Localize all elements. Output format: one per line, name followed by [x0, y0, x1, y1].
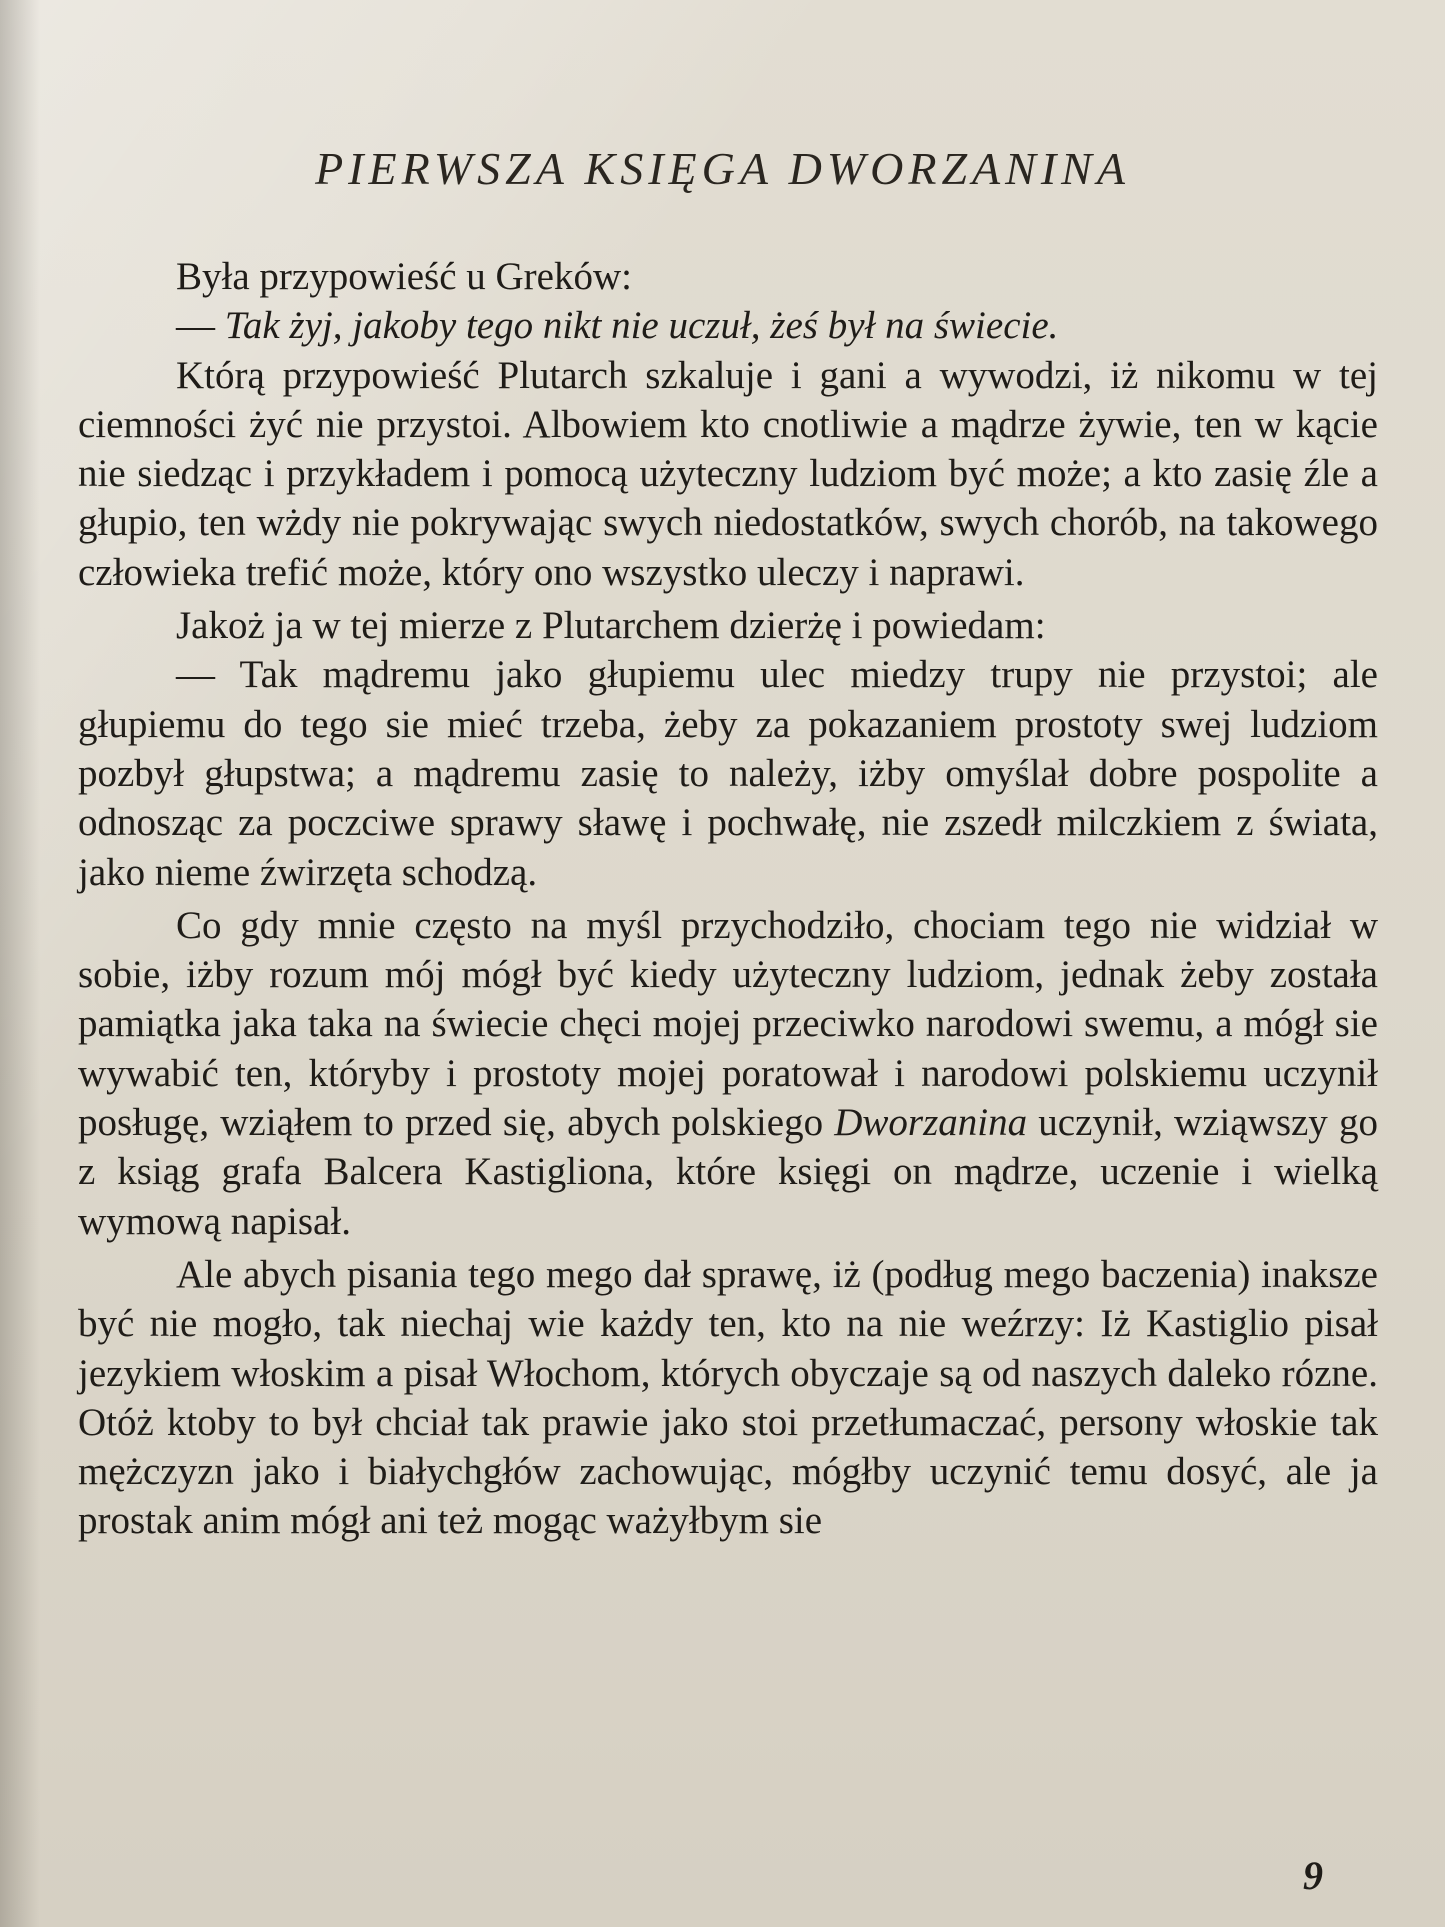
quote-text: Tak żyj, jakoby tego nikt nie uczuł, żeś był na świecie. — [224, 304, 1059, 348]
paragraph-5: — Tak mądremu jako głupiemu ulec miedzy trupy nie przystoi; ale głupiemu do tego sie mieć trzeba, żeby za pokazaniem prostoty swej ludziom pozbył głupstwa; a mądremu zasię to należy, iżby omyślał dobre pospolite a odnosząc za poczciwe sprawy sławę i pochwałę, nie zszedł milczkiem z świata, jako nieme źwirzęta schodzą. — [78, 653, 1378, 894]
page-number: 9 — [1303, 1853, 1323, 1898]
paragraph-7: Ale abych pisania tego mego dał sprawę, iż (podług mego baczenia) inaksze być nie mogło, tak niechaj wie każdy ten, kto na nie weźrzy: Iż Kastiglio pisał jezykiem włoskim a pisał Włochom, których obyczaje są od naszych daleko rózne. Otóż ktoby to był chciał tak prawie jako stoi przetłumaczać, persony włoskie tak mężczyzn jako i białychgłów zachowując, mógłby uczynić temu dosyć, ale ja prostak anim mógł ani też mogąc ważyłbym sie — [78, 1252, 1378, 1543]
paragraph-3: Którą przypowieść Plutarch szkaluje i gani a wywodzi, iż nikomu w tej ciemności żyć nie przystoi. Albowiem kto cnotliwie a mądrze żywie, ten w kącie nie siedząc i przykładem i pomocą użyteczny ludziom być może; a kto zasię źle a głupio, ten wżdy nie pokrywając swych niedostatków, swych chorób, na takowego człowieka trefić może, który ono wszystko uleczy i naprawi. — [78, 353, 1378, 594]
body-text — [78, 252, 1378, 1546]
paragraph-6-end: uczynił, wziąwszy go z ksiąg grafa Balcera Kastigliona, które księgi on mądrze, uczenie i wielką wymową napisał. — [78, 1101, 1378, 1243]
chapter-heading: PIERWSZA KSIĘGA DWORZANINA — [315, 143, 1130, 194]
paragraph-6 — [78, 901, 1378, 1246]
paragraph-1: Była przypowieść u Greków: — [176, 255, 632, 298]
page-gutter-shadow — [0, 0, 40, 1927]
quote-dash: — — [176, 304, 225, 348]
paragraph-6-start: Co gdy mnie często na myśl przychodziło, chociam tego nie widział w sobie, iżby rozum mój mógł być kiedy użyteczny ludziom, jednak żeby została pamiątka jaka taka na świecie chęci mojej przeciwko narodowi swemu, a mógł sie wywabić ten, któryby i prostoty mojej poratował i narodowi polskiemu uczynił posługę, wziąłem to przed się, abych polskiego — [78, 903, 1378, 1145]
book-title: Dworzanina — [834, 1101, 1028, 1145]
paragraph-2-quote — [78, 301, 1378, 350]
paragraph-4: Jakoż ja w tej mierze z Plutarchem dzierżę i powiedam: — [176, 604, 1046, 648]
